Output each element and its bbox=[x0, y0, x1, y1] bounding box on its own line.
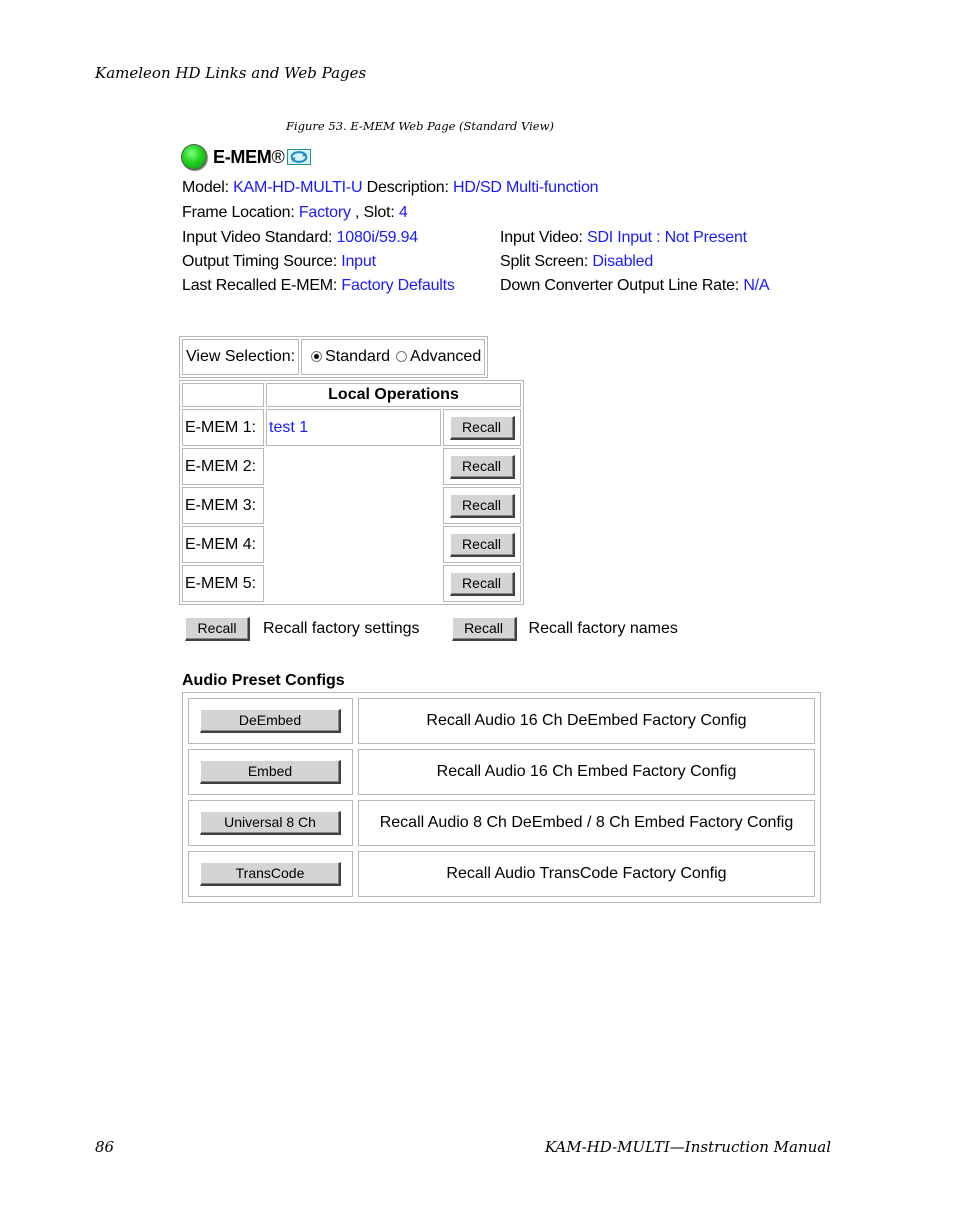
frame-location-line bbox=[182, 204, 408, 222]
audio-description: Recall Audio 8 Ch DeEmbed / 8 Ch Embed Factory Config bbox=[358, 800, 815, 846]
input-video-standard-label: Input Video Standard: bbox=[182, 229, 337, 246]
green-status-light-icon bbox=[181, 144, 207, 170]
audio-button-cell bbox=[188, 800, 353, 846]
page-title-text: E-MEM bbox=[213, 146, 272, 167]
local-operations-header: Local Operations bbox=[266, 383, 521, 407]
view-selection-label: View Selection: bbox=[182, 339, 299, 375]
description-value: HD/SD Multi-function bbox=[453, 179, 599, 196]
universal-8ch-button[interactable]: Universal 8 Ch bbox=[200, 811, 341, 835]
description-label: Description: bbox=[362, 179, 453, 196]
input-video-line bbox=[500, 229, 747, 247]
table-row bbox=[182, 487, 521, 524]
input-video-standard-value: 1080i/59.94 bbox=[336, 229, 418, 246]
page-header bbox=[181, 143, 311, 171]
standard-view-label[interactable]: Standard bbox=[325, 348, 391, 365]
audio-button-cell bbox=[188, 749, 353, 795]
emem-name bbox=[266, 448, 441, 485]
table-row bbox=[188, 800, 815, 846]
page-title bbox=[213, 147, 284, 168]
view-selection-table bbox=[179, 336, 488, 378]
page-number: 86 bbox=[95, 1138, 115, 1156]
audio-button-cell bbox=[188, 851, 353, 897]
standard-view-radio[interactable] bbox=[311, 351, 322, 362]
advanced-view-label[interactable]: Advanced bbox=[410, 348, 482, 365]
split-screen-value: Disabled bbox=[592, 253, 654, 270]
emem-label: E-MEM 1: bbox=[182, 409, 264, 446]
down-converter-label: Down Converter Output Line Rate: bbox=[500, 277, 744, 294]
model-label: Model: bbox=[182, 179, 234, 196]
deembed-button[interactable]: DeEmbed bbox=[200, 709, 341, 733]
emem-label: E-MEM 2: bbox=[182, 448, 264, 485]
emem-name: test 1 bbox=[266, 409, 441, 446]
split-screen-line bbox=[500, 253, 653, 271]
refresh-icon[interactable] bbox=[287, 149, 311, 165]
input-video-label: Input Video: bbox=[500, 229, 587, 246]
running-head: Kameleon HD Links and Web Pages bbox=[95, 64, 367, 82]
slot-value: 4 bbox=[398, 204, 408, 221]
table-row bbox=[182, 565, 521, 602]
table-row bbox=[188, 698, 815, 744]
registered-mark: ® bbox=[271, 146, 285, 167]
recall-factory-names-button[interactable]: Recall bbox=[452, 617, 517, 641]
frame-location-label: Frame Location: bbox=[182, 204, 299, 221]
table-row bbox=[188, 851, 815, 897]
recall-cell bbox=[443, 448, 521, 485]
emem-label: E-MEM 5: bbox=[182, 565, 264, 602]
emem-name bbox=[266, 526, 441, 563]
emem-name bbox=[266, 565, 441, 602]
audio-preset-configs-title: Audio Preset Configs bbox=[182, 672, 345, 689]
last-recalled-value: Factory Defaults bbox=[341, 277, 455, 294]
split-screen-label: Split Screen: bbox=[500, 253, 593, 270]
slot-label: , Slot: bbox=[350, 204, 399, 221]
factory-recall-row bbox=[185, 617, 678, 641]
recall-factory-settings-button[interactable]: Recall bbox=[185, 617, 250, 641]
recall-factory-settings-text: Recall factory settings bbox=[263, 620, 420, 637]
table-row bbox=[182, 409, 521, 446]
emem-2-recall-button[interactable]: Recall bbox=[450, 455, 515, 479]
emem-label: E-MEM 3: bbox=[182, 487, 264, 524]
output-timing-label: Output Timing Source: bbox=[182, 253, 342, 270]
output-timing-value: Input bbox=[341, 253, 376, 270]
table-row bbox=[182, 448, 521, 485]
audio-description: Recall Audio TransCode Factory Config bbox=[358, 851, 815, 897]
audio-preset-table bbox=[182, 692, 821, 903]
view-selection-options bbox=[301, 339, 485, 375]
output-timing-line bbox=[182, 253, 376, 271]
recall-cell bbox=[443, 526, 521, 563]
local-operations-table bbox=[179, 380, 524, 605]
emem-label: E-MEM 4: bbox=[182, 526, 264, 563]
input-video-standard-line bbox=[182, 229, 418, 247]
recall-cell bbox=[443, 487, 521, 524]
embed-button[interactable]: Embed bbox=[200, 760, 341, 784]
emem-4-recall-button[interactable]: Recall bbox=[450, 533, 515, 557]
emem-name bbox=[266, 487, 441, 524]
down-converter-value: N/A bbox=[743, 277, 770, 294]
table-row bbox=[188, 749, 815, 795]
model-line bbox=[182, 179, 598, 197]
figure-caption: Figure 53. E-MEM Web Page (Standard View) bbox=[286, 119, 554, 133]
transcode-button[interactable]: TransCode bbox=[200, 862, 341, 886]
recall-cell bbox=[443, 565, 521, 602]
emem-1-recall-button[interactable]: Recall bbox=[450, 416, 515, 440]
advanced-view-radio[interactable] bbox=[396, 351, 407, 362]
last-recalled-line bbox=[182, 277, 455, 295]
audio-description: Recall Audio 16 Ch Embed Factory Config bbox=[358, 749, 815, 795]
frame-location-value: Factory bbox=[298, 204, 351, 221]
audio-description: Recall Audio 16 Ch DeEmbed Factory Config bbox=[358, 698, 815, 744]
last-recalled-label: Last Recalled E-MEM: bbox=[182, 277, 342, 294]
emem-3-recall-button[interactable]: Recall bbox=[450, 494, 515, 518]
model-value: KAM-HD-MULTI-U bbox=[233, 179, 363, 196]
down-converter-line bbox=[500, 277, 769, 295]
manual-title: KAM-HD-MULTI—Instruction Manual bbox=[544, 1138, 831, 1156]
table-row bbox=[182, 526, 521, 563]
recall-factory-names-text: Recall factory names bbox=[528, 620, 678, 637]
recall-cell bbox=[443, 409, 521, 446]
emem-5-recall-button[interactable]: Recall bbox=[450, 572, 515, 596]
input-video-value: SDI Input : Not Present bbox=[586, 229, 747, 246]
audio-button-cell bbox=[188, 698, 353, 744]
header-blank-cell bbox=[182, 383, 264, 407]
